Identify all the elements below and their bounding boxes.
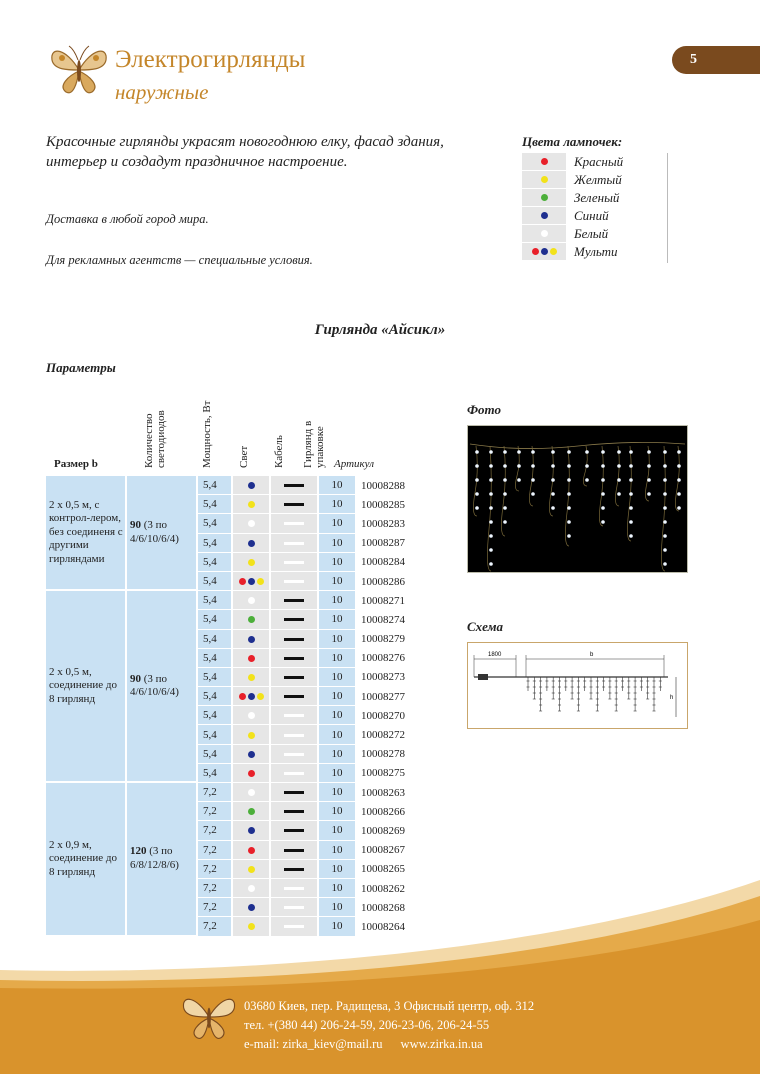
power-cell: 7,2 [198,898,233,917]
light-cell [233,553,271,572]
bulb-color-item [522,207,667,225]
article-cell: 10008270 [361,709,405,722]
leds-count: 90 [130,519,141,532]
leds-distribution: (3 по 4/6/10/6/4) [130,672,179,699]
leds-count: 90 [130,672,141,685]
pack-cell: 10 [319,649,357,668]
black-cable-icon [284,638,304,641]
black-cable-icon [284,695,304,698]
pack-cell: 10 [319,668,357,687]
cable-cell [271,745,319,764]
bulb-color-dot-icon [248,827,255,834]
light-cell [233,841,271,860]
bulb-color-dot-icon [248,808,255,815]
scheme-title: Схема [467,619,504,634]
bulb-color-dot-icon [239,693,246,700]
pack-cell: 10 [319,860,357,879]
power-cell: 5,4 [198,572,233,591]
bulb-color-dot-icon [248,866,255,873]
article-cell: 10008277 [361,690,405,703]
leds-distribution: (3 по 4/6/10/6/4) [130,519,179,545]
bulb-color-dot-icon [248,559,255,566]
light-cell [233,649,271,668]
light-cell [233,668,271,687]
power-cell: 5,4 [198,534,233,553]
cable-cell [271,802,319,821]
article-cell: 10008287 [361,537,405,550]
black-cable-icon [284,791,304,794]
page-subtitle: наружные [115,80,209,104]
cable-cell [271,649,319,668]
power-cell: 7,2 [198,917,233,936]
pack-cell: 10 [319,802,357,821]
light-cell [233,860,271,879]
size-cell: 2 x 0,5 м, с контрол-лером, без соединеня с другими гирляндами [46,476,127,591]
cable-cell [271,841,319,860]
header-leds: Количество светодиодов [143,410,167,468]
cable-cell [271,476,319,495]
black-cable-icon [284,599,304,602]
light-cell [233,745,271,764]
footer-website[interactable]: www.zirka.in.ua [400,1037,483,1051]
bulb-color-dot-icon [257,693,264,700]
pack-cell: 10 [319,706,357,725]
pack-cell: 10 [319,553,357,572]
bulb-color-label: Зеленый [574,190,620,205]
white-cable-icon [284,772,304,775]
white-cable-icon [284,714,304,717]
article-cell: 10008274 [361,613,405,626]
header-power: Мощность, Вт [201,400,213,468]
bulb-color-label: Мульти [574,244,618,259]
cable-cell [271,495,319,514]
power-cell: 5,4 [198,668,233,687]
black-cable-icon [284,676,304,679]
power-cell: 5,4 [198,745,233,764]
bulb-color-dot-icon [248,770,255,777]
article-cell: 10008275 [361,767,405,780]
pack-cell: 10 [319,610,357,629]
article-cell: 10008269 [361,824,405,837]
footer-email[interactable]: e-mail: zirka_kiev@mail.ru [244,1037,383,1051]
cable-cell [271,706,319,725]
cable-cell [271,668,319,687]
black-cable-icon [284,849,304,852]
power-cell: 7,2 [198,802,233,821]
white-cable-icon [284,561,304,564]
bulb-color-label: Белый [574,226,609,241]
leds-cell [127,591,198,783]
black-cable-icon [284,810,304,813]
bulb-color-dot-icon [248,693,255,700]
bulb-color-dot-icon [248,540,255,547]
bulb-color-dot-icon [248,789,255,796]
power-cell: 5,4 [198,610,233,629]
bulb-color-dot-icon [532,248,539,255]
white-cable-icon [284,753,304,756]
pack-cell: 10 [319,917,357,936]
bulb-color-label: Красный [574,154,624,169]
pack-cell: 10 [319,783,357,802]
light-cell [233,514,271,533]
params-title: Параметры [46,360,116,375]
garland-scheme-diagram [467,642,688,729]
pack-cell: 10 [319,764,357,783]
header-cable: Кабель [273,435,285,468]
bulb-color-dot-icon [248,751,255,758]
power-cell: 5,4 [198,725,233,744]
cable-cell [271,860,319,879]
article-cell: 10008286 [361,575,405,588]
bulb-color-dot-icon [248,636,255,643]
article-cell: 10008264 [361,920,405,933]
cable-cell [271,764,319,783]
pack-cell: 10 [319,534,357,553]
power-cell: 7,2 [198,841,233,860]
size-cell: 2 x 0,5 м, соединение до 8 гирлянд [46,591,127,783]
power-cell: 7,2 [198,821,233,840]
scheme-dim-h: h [670,695,674,701]
article-cell: 10008266 [361,805,405,818]
bulb-color-dot-icon [541,212,548,219]
light-cell [233,534,271,553]
bulb-color-dot-icon [248,482,255,489]
article-cell: 10008271 [361,594,405,607]
light-cell [233,630,271,649]
pack-cell: 10 [319,495,357,514]
article-cell: 10008288 [361,479,405,492]
cable-cell [271,591,319,610]
power-cell: 5,4 [198,514,233,533]
cable-cell [271,687,319,706]
bulb-color-dot-icon [248,597,255,604]
bulb-color-dot-icon [541,176,548,183]
article-cell: 10008273 [361,671,405,684]
power-cell: 5,4 [198,495,233,514]
power-cell: 5,4 [198,706,233,725]
bulb-colors-title: Цвета лампочек: [522,134,623,149]
header-article: Артикул [334,458,375,470]
cable-cell [271,534,319,553]
light-cell [233,591,271,610]
garland-photo [467,425,688,573]
article-cell: 10008267 [361,844,405,857]
intro-text: Красочные гирлянды украсят новогоднюю елку, фасад здания, интерьер и создадут праздничное настроение. [46,134,444,170]
article-cell: 10008279 [361,633,405,646]
power-cell: 7,2 [198,783,233,802]
color-swatch [522,207,566,225]
cable-cell [271,821,319,840]
bulb-color-dot-icon [248,655,255,662]
delivery-note: Доставка в любой город мира. [46,212,209,226]
bulb-color-dot-icon [248,501,255,508]
light-cell [233,821,271,840]
article-cell: 10008276 [361,652,405,665]
black-cable-icon [284,484,304,487]
bulb-color-item [522,153,667,171]
power-cell: 5,4 [198,649,233,668]
size-cell: 2 x 0,9 м, соединение до 8 гирлянд [46,783,127,937]
bulb-color-dot-icon [248,712,255,719]
cable-cell [271,630,319,649]
leds-distribution: (3 по 6/8/12/8/6) [130,845,179,871]
colors-divider [667,153,668,263]
light-cell [233,802,271,821]
bulb-color-dot-icon [541,158,548,165]
footer-phones: тел. +(380 44) 206-24-59, 206-23-06, 206-24-55 [244,1018,490,1032]
color-swatch [522,153,566,171]
cable-cell [271,514,319,533]
leds-cell [127,476,198,591]
light-cell [233,572,271,591]
pack-cell: 10 [319,725,357,744]
bulb-color-dot-icon [541,248,548,255]
bulb-colors-list [522,153,667,261]
scheme-dim-b: b [590,652,594,658]
spec-table [46,476,431,937]
article-cell: 10008262 [361,882,405,895]
pack-cell: 10 [319,879,357,898]
bulb-color-item [522,189,667,207]
black-cable-icon [284,829,304,832]
light-cell [233,764,271,783]
article-cell: 10008272 [361,729,405,742]
footer-butterfly-icon [178,988,240,1046]
cable-cell [271,553,319,572]
pack-cell: 10 [319,898,357,917]
article-cell: 10008285 [361,498,405,511]
pack-cell: 10 [319,630,357,649]
power-cell: 5,4 [198,476,233,495]
white-cable-icon [284,734,304,737]
color-swatch [522,171,566,189]
article-cell: 10008284 [361,556,405,569]
pack-cell: 10 [319,687,357,706]
cable-cell [271,572,319,591]
bulb-color-label: Синий [574,208,609,223]
power-cell: 5,4 [198,764,233,783]
pack-cell: 10 [319,514,357,533]
cable-cell [271,783,319,802]
light-cell [233,687,271,706]
pack-cell: 10 [319,745,357,764]
footer-address: 03680 Киев, пер. Радищева, 3 Офисный центр, оф. 312 [244,999,535,1013]
bulb-color-dot-icon [248,732,255,739]
photo-title: Фото [467,402,501,417]
light-cell [233,476,271,495]
power-cell: 5,4 [198,687,233,706]
color-swatch [522,243,566,261]
bulb-color-item [522,225,667,243]
bulb-color-dot-icon [541,194,548,201]
black-cable-icon [284,503,304,506]
bulb-color-dot-icon [248,616,255,623]
leds-count: 120 [130,845,147,858]
agencies-note: Для рекламных агентств — специальные условия. [46,253,313,267]
bulb-color-dot-icon [248,520,255,527]
bulb-color-dot-icon [541,230,548,237]
pack-cell: 10 [319,476,357,495]
bulb-color-dot-icon [248,847,255,854]
cable-cell [271,610,319,629]
white-cable-icon [284,580,304,583]
bulb-color-dot-icon [550,248,557,255]
black-cable-icon [284,657,304,660]
light-cell [233,783,271,802]
power-cell: 5,4 [198,553,233,572]
pack-cell: 10 [319,572,357,591]
header-pack: Гирлянд в упаковке [302,420,326,468]
bulb-color-dot-icon [248,578,255,585]
color-swatch [522,189,566,207]
pack-cell: 10 [319,821,357,840]
table-row [46,476,431,495]
black-cable-icon [284,868,304,871]
scheme-dim-left: 1800 [488,652,502,658]
footer-contacts [244,997,534,1054]
power-cell: 5,4 [198,630,233,649]
page-number-tab: 5 [672,46,760,74]
article-cell: 10008268 [361,901,405,914]
power-cell: 7,2 [198,879,233,898]
pack-cell: 10 [319,841,357,860]
article-cell: 10008278 [361,748,405,761]
header-light: Свет [238,445,250,468]
article-cell: 10008283 [361,517,405,530]
article-cell: 10008263 [361,786,405,799]
bulb-color-item [522,171,667,189]
light-cell [233,725,271,744]
black-cable-icon [284,618,304,621]
section-title: Гирлянда «Айсикл» [314,322,446,338]
header-size: Размер b [54,458,98,470]
power-cell: 7,2 [198,860,233,879]
table-row [46,783,431,802]
pack-cell: 10 [319,591,357,610]
white-cable-icon [284,522,304,525]
white-cable-icon [284,542,304,545]
bulb-color-dot-icon [239,578,246,585]
article-cell: 10008265 [361,863,405,876]
light-cell [233,495,271,514]
page-title: Электрогирлянды [115,46,306,73]
cable-cell [271,725,319,744]
bulb-color-dot-icon [257,578,264,585]
butterfly-logo-icon [46,40,112,100]
bulb-color-dot-icon [248,674,255,681]
bulb-color-label: Желтый [574,172,622,187]
light-cell [233,706,271,725]
light-cell [233,610,271,629]
color-swatch [522,225,566,243]
power-cell: 5,4 [198,591,233,610]
table-row [46,591,431,610]
bulb-color-item [522,243,667,261]
